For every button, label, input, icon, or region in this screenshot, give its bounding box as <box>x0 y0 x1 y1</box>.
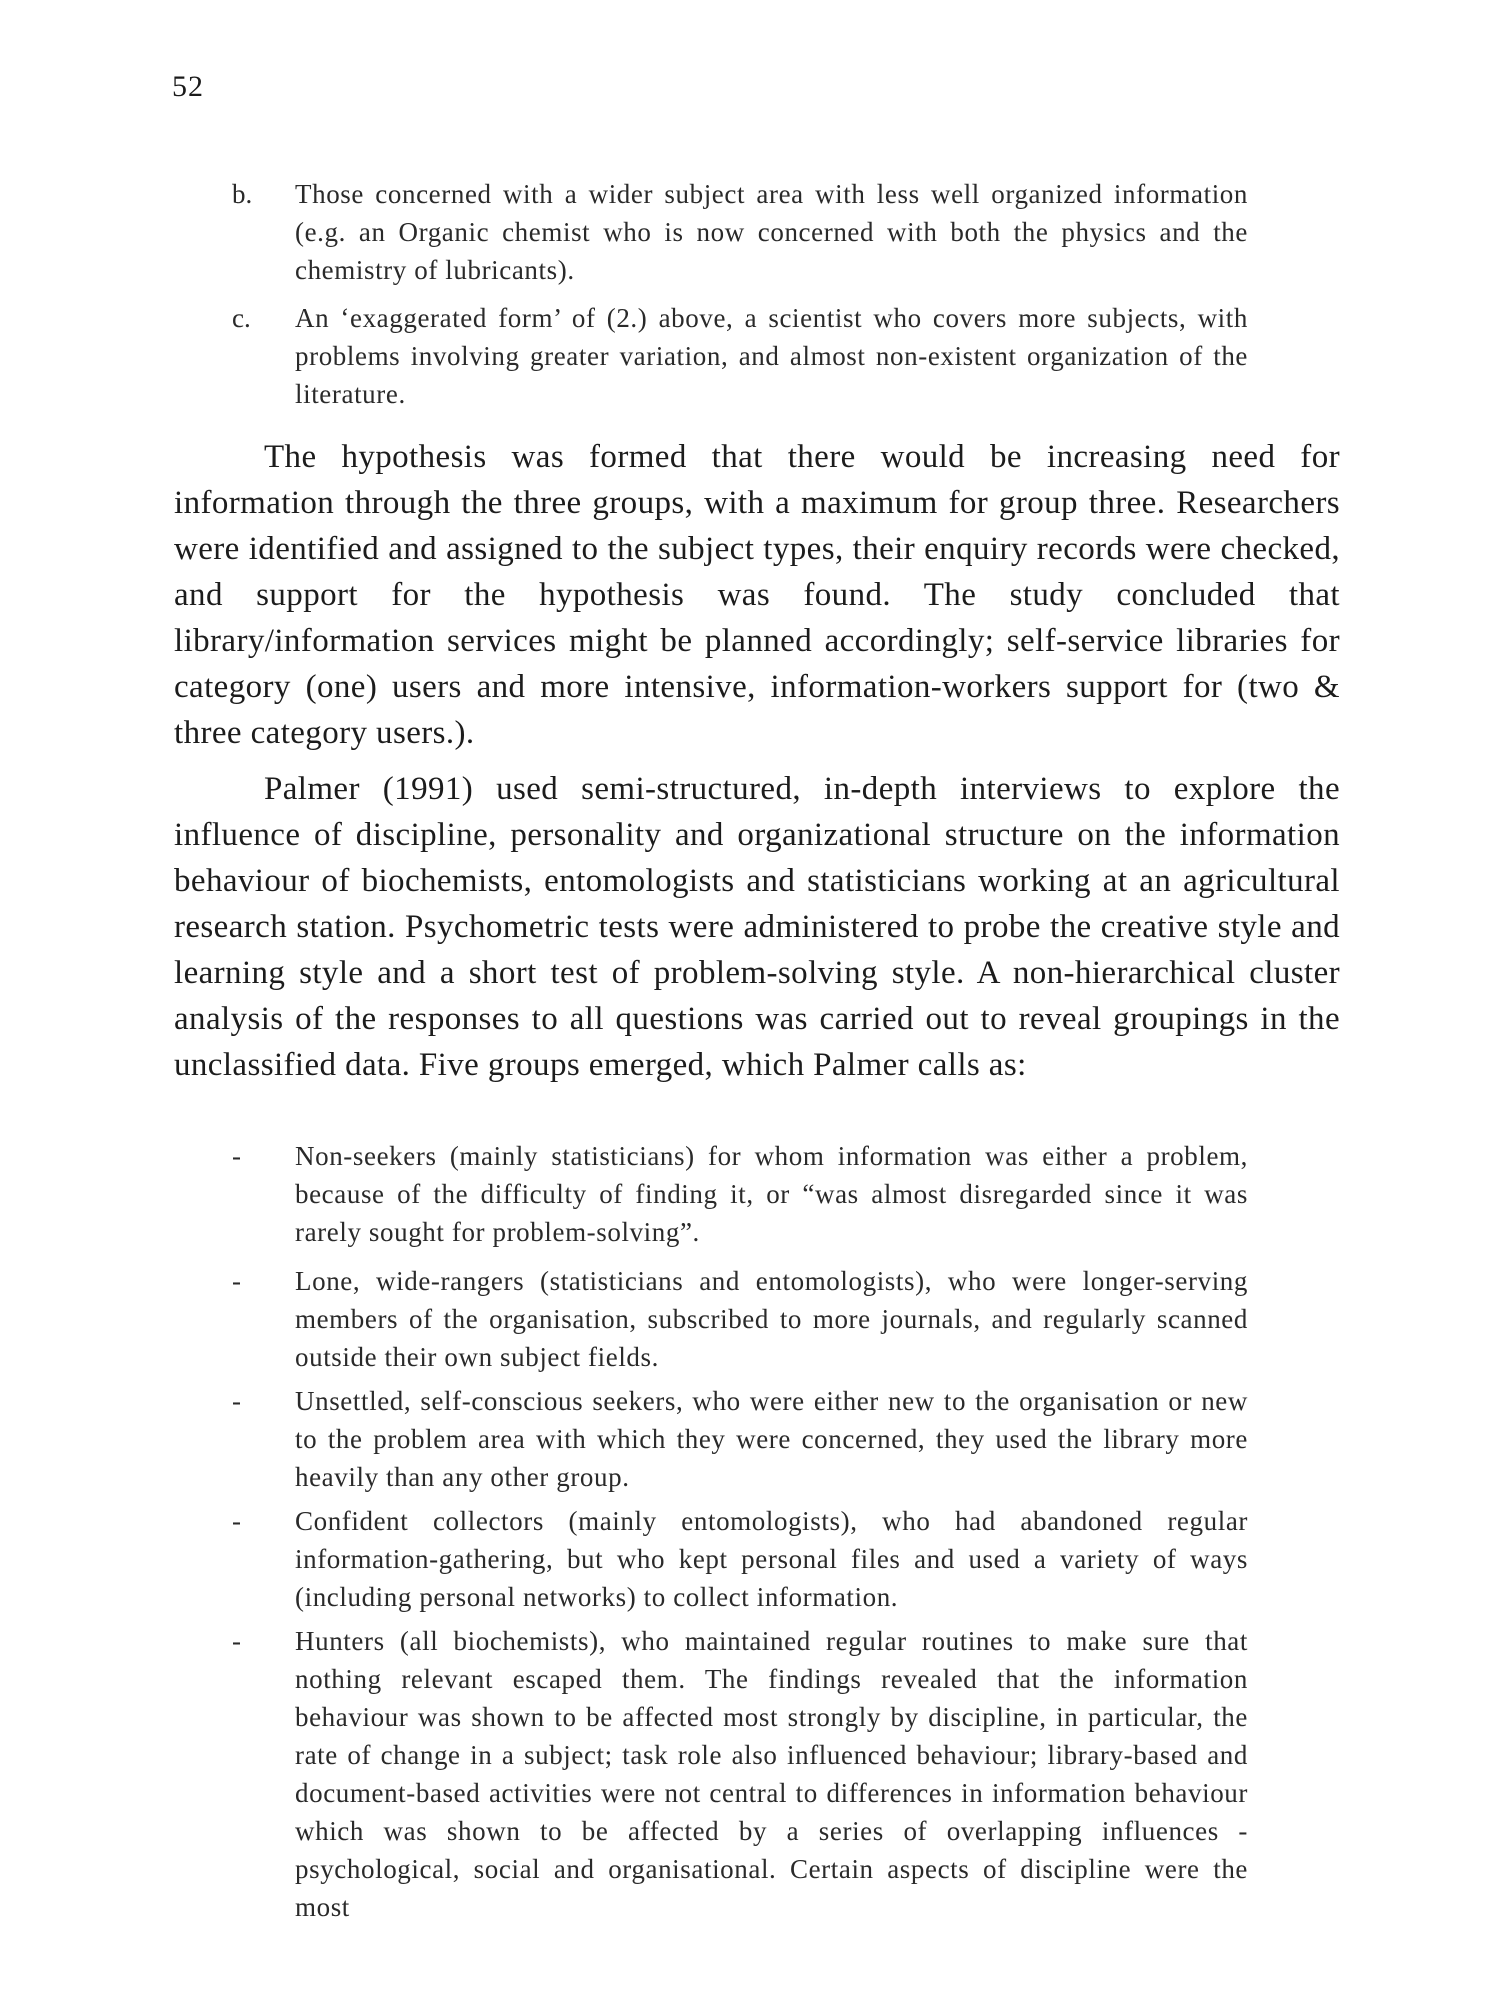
list-marker: b. <box>232 179 253 209</box>
list-item: Confident collectors (mainly entomologists), who had abandoned regular information-gathering, but who kept personal files and used a variety of ways (including personal networks) to collect information. <box>295 1506 1248 1612</box>
list-marker: - <box>232 1626 241 1656</box>
list-item: Hunters (all biochemists), who maintained regular routines to make sure that nothing relevant escaped them. The findings revealed that the information behaviour was shown to be affected most strongly by discipline, in particular, the rate of change in a subject; task role also influenced behaviour; library-based and document-based activities were not central to differences in information behaviour which was shown to be affected by a series of overlapping influences - psychological, social and organisational. Certain aspects of discipline were the most <box>295 1626 1248 1922</box>
list-item: Those concerned with a wider subject area with less well organized information (e.g. an Organic chemist who is now concerned with both the physics and the chemistry of lubricants). <box>295 179 1248 285</box>
list-item: Unsettled, self-conscious seekers, who were either new to the organisation or new to the problem area with which they were concerned, they used the library more heavily than any other group. <box>295 1386 1248 1492</box>
page-number: 52 <box>172 70 204 103</box>
list-marker: c. <box>232 303 251 333</box>
list-marker: - <box>232 1386 241 1416</box>
paragraph-text: The hypothesis was formed that there would be increasing need for information through the three groups, with a maximum for group three. Researchers were identified and assigned to the subject types, their enquiry records were checked, and support for the hypothesis was found. The study concluded that library/information services might be planned accordingly; self-service libraries for category (one) users and more intensive, information-workers support for (two & three category users.). <box>174 439 1340 751</box>
list-marker: - <box>232 1266 241 1296</box>
paragraph-text: Palmer (1991) used semi-structured, in-depth interviews to explore the influence of discipline, personality and organizational structure on the information behaviour of biochemists, entomologists and statisticians working at an agricultural research station. Psychometric tests were administered to probe the creative style and learning style and a short test of problem-solving style. A non-hierarchical cluster analysis of the responses to all questions was carried out to reveal groupings in the unclassified data. Five groups emerged, which Palmer calls as: <box>174 771 1340 1083</box>
paragraph <box>174 434 1340 756</box>
list-item: Non-seekers (mainly statisticians) for whom information was either a problem, because of the difficulty of finding it, or “was almost disregarded since it was rarely sought for problem-solving”. <box>295 1141 1248 1247</box>
list-marker: - <box>232 1141 241 1171</box>
list-marker: - <box>232 1506 241 1536</box>
list-item: Lone, wide-rangers (statisticians and entomologists), who were longer-serving members of the organisation, subscribed to more journals, and regularly scanned outside their own subject fields. <box>295 1266 1248 1372</box>
paragraph <box>174 766 1340 1088</box>
list-item: An ‘exaggerated form’ of (2.) above, a scientist who covers more subjects, with problems involving greater variation, and almost non-existent organization of the literature. <box>295 303 1248 409</box>
